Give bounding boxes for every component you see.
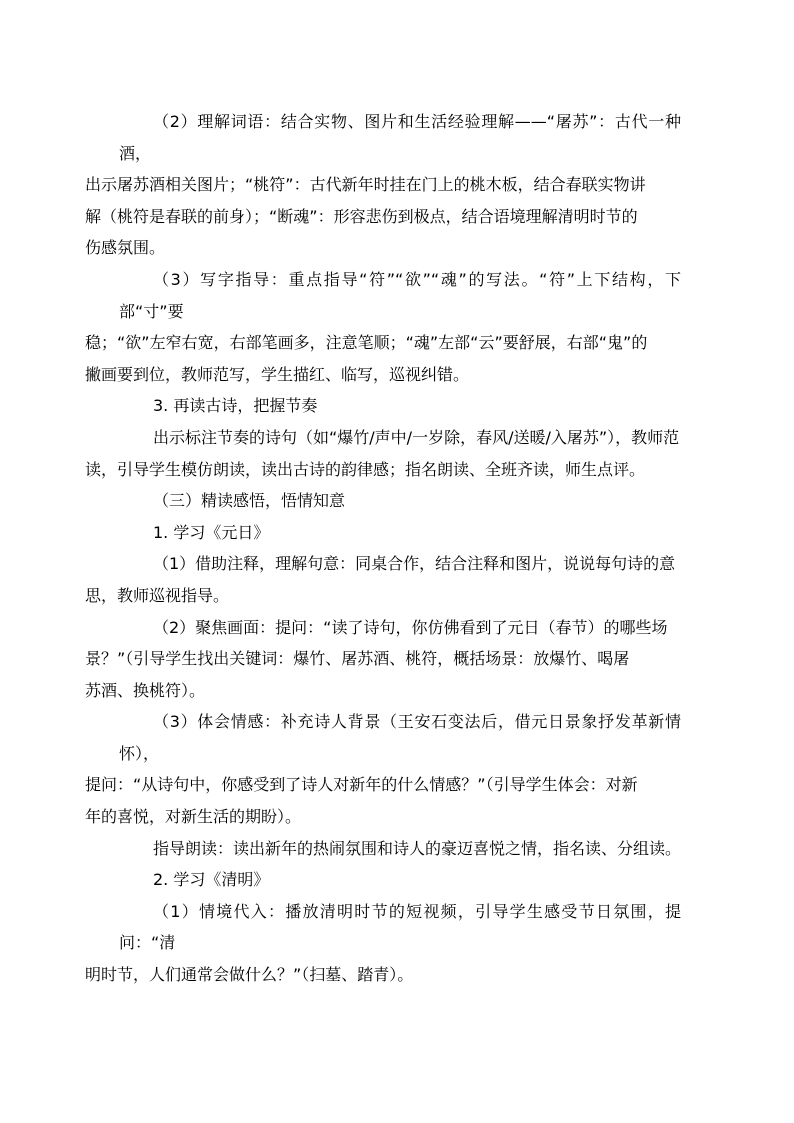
paragraph-writing-guidance (85, 264, 681, 390)
text-line: （1）借助注释，理解句意：同桌合作，结合注释和图片，说说每句诗的意 (153, 554, 676, 574)
section-heading-rhythm (119, 390, 681, 422)
text-line: （3）体会情感：补充诗人背景（王安石变法后，借元日景象抒发革新情怀）， (119, 712, 681, 763)
paragraph-vocabulary (85, 106, 681, 264)
text-line: 伤感氛围。 (85, 238, 166, 258)
text-line: 思，教师巡视指导。 (85, 585, 230, 605)
text-line: 指导朗读：读出新年的热闹氛围和诗人的豪迈喜悦之情，指名读、分组读。 (153, 838, 682, 858)
paragraph-reading-guidance (119, 833, 681, 865)
text-line: 撇画要到位，教师范写，学生描红、临写，巡视纠错。 (85, 364, 470, 384)
text-line: 3. 再读古诗，把握节奏 (153, 396, 318, 416)
paragraph-annotations (85, 548, 681, 611)
document-body (85, 106, 682, 991)
text-line: 1. 学习《元日》 (153, 522, 270, 542)
text-line: （三）精读感悟，悟情知意 (153, 491, 346, 511)
text-line: （2）理解词语：结合实物、图片和生活经验理解——“屠苏”：古代一种酒， (119, 112, 681, 163)
paragraph-emotion (85, 706, 681, 832)
text-line: 景？”（引导学生找出关键词：爆竹、屠苏酒、桃符，概括场景：放爆竹、喝屠 (85, 649, 630, 669)
text-line: 出示屠苏酒相关图片；“桃符”：古代新年时挂在门上的桃木板，结合春联实物讲 (85, 175, 646, 195)
paragraph-focus-scene (85, 612, 681, 707)
paragraph-scenario (85, 896, 681, 991)
text-line: （3）写字指导：重点指导“符”“欲”“魂”的写法。“符”上下结构，下部“寸”要 (119, 269, 681, 321)
text-line: 苏酒、换桃符）。 (85, 680, 206, 700)
text-line: 读，引导学生模仿朗读，读出古诗的韵律感；指名朗读、全班齐读，师生点评。 (85, 459, 646, 479)
text-line: （1）情境代入：播放清明时节的短视频，引导学生感受节日氛围，提问：“清 (119, 901, 681, 953)
text-line: 解（桃符是春联的前身）；“断魂”：形容悲伤到极点，结合语境理解清明时节的 (85, 206, 638, 226)
text-line: 2. 学习《清明》 (153, 870, 270, 890)
paragraph-rhythm (85, 422, 681, 485)
subsection-heading-yuanri (119, 517, 681, 549)
section-heading-intensive-reading (119, 485, 681, 517)
text-line: 年的喜悦，对新生活的期盼）。 (85, 807, 302, 827)
text-line: 稳；“欲”左窄右宽，右部笔画多，注意笔顺；“魂”左部“云”要舒展，右部“鬼”的 (85, 333, 648, 353)
text-line: 提问：“从诗句中，你感受到了诗人对新年的什么情感？”（引导学生体会：对新 (85, 775, 638, 795)
text-line: （2）聚焦画面：提问：“读了诗句，你仿佛看到了元日（春节）的哪些场 (153, 617, 668, 637)
text-line: 明时节，人们通常会做什么？”（扫墓、踏青）。 (85, 965, 414, 985)
text-line: 出示标注节奏的诗句（如“爆竹/声中/一岁除，春风/送暖/入屠苏”），教师范 (153, 427, 680, 447)
subsection-heading-qingming (119, 864, 681, 896)
